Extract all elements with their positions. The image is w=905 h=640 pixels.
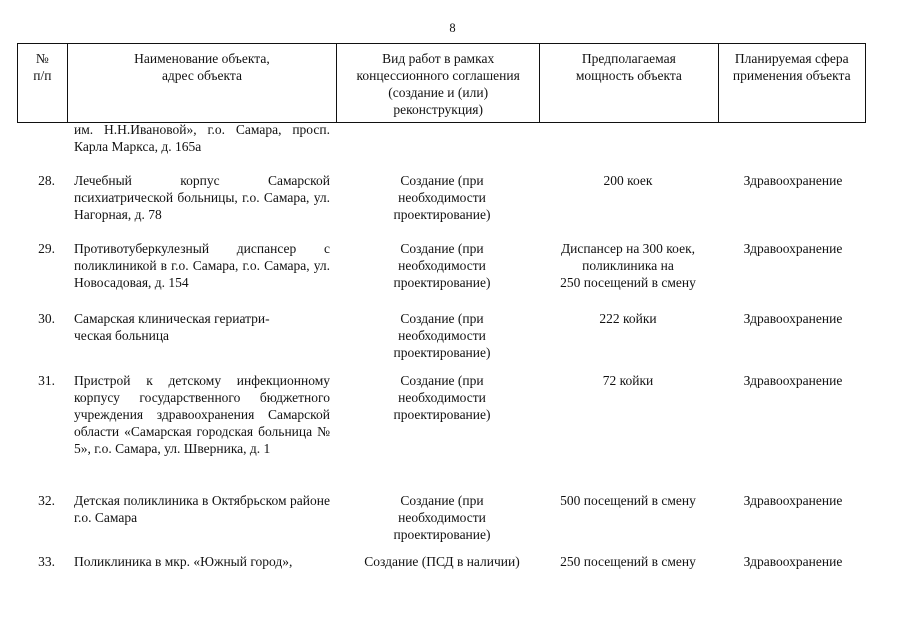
row-number: 29. [38, 241, 55, 256]
table-header [17, 43, 866, 123]
application-sphere: Здравоохранение [743, 554, 843, 569]
object-name: Пристрой к детскому инфекционному корпусу государственного бюджетного учреждения здравоохранения Самарской области «Самарская городская больница № 5», г.о. Самара, ул. Шверника, д. 1 [74, 373, 330, 456]
work-type: Создание (ПСД в наличии) [364, 554, 520, 569]
row-29 [17, 240, 866, 290]
object-name: им. Н.Н.Ивановой», г.о. Самара, просп. Карла Маркса, д. 165а [74, 122, 330, 154]
application-sphere: Здравоохранение [743, 493, 843, 508]
row-number: 32. [38, 493, 55, 508]
page-number: 8 [449, 21, 456, 35]
application-sphere: Здравоохранение [743, 311, 843, 326]
row-31 [17, 372, 866, 456]
row-number: 31. [38, 373, 55, 388]
work-type: Создание (при необходимости проектирование) [393, 241, 491, 290]
row-30 [17, 310, 866, 360]
row-number: 28. [38, 173, 55, 188]
work-type: Создание (при необходимости проектирование) [393, 493, 491, 542]
header-col-capacity: Предполагаемая мощность объекта [540, 44, 718, 123]
row-28 [17, 172, 866, 222]
capacity: 200 коек [603, 173, 653, 188]
row-number: 33. [38, 554, 55, 569]
capacity: Диспансер на 300 коек, поликлиника на 250 посещений в смену [560, 241, 696, 290]
application-sphere: Здравоохранение [743, 173, 843, 188]
object-name: Детская поликлиника в Октябрьском районе г.о. Самара [74, 493, 330, 525]
capacity: 222 койки [599, 311, 657, 326]
work-type: Создание (при необходимости проектирование) [393, 173, 491, 222]
row-32 [17, 492, 866, 542]
application-sphere: Здравоохранение [743, 241, 843, 256]
row-33 [17, 553, 866, 569]
object-name: Противотуберкулезный диспансер с поликлиникой в г.о. Самара, г.о. Самара, ул. Новосадовая, д. 154 [74, 241, 330, 290]
object-name: Поликлиника в мкр. «Южный город», [74, 554, 293, 569]
row-number: 30. [38, 311, 55, 326]
header-col-name: Наименование объекта, адрес объекта [67, 44, 336, 123]
continuation-row [17, 121, 866, 154]
capacity: 72 койки [602, 373, 654, 388]
object-name: Самарская клиническая гериатри- ческая больница [74, 311, 270, 343]
header-row [18, 44, 866, 123]
header-col-work-type: Вид работ в рамках концессионного соглашения (создание и (или) реконструкция) [337, 44, 540, 123]
capacity: 500 посещений в смену [560, 493, 696, 508]
work-type: Создание (при необходимости проектирование) [393, 311, 491, 360]
capacity: 250 посещений в смену [560, 554, 696, 569]
header-col-number: № п/п [18, 44, 68, 123]
object-name: Лечебный корпус Самарской психиатрической больницы, г.о. Самара, ул. Нагорная, д. 78 [74, 173, 330, 222]
header-col-sphere: Планируемая сфера применения объекта [718, 44, 865, 123]
application-sphere: Здравоохранение [743, 373, 843, 388]
work-type: Создание (при необходимости проектирование) [393, 373, 491, 422]
